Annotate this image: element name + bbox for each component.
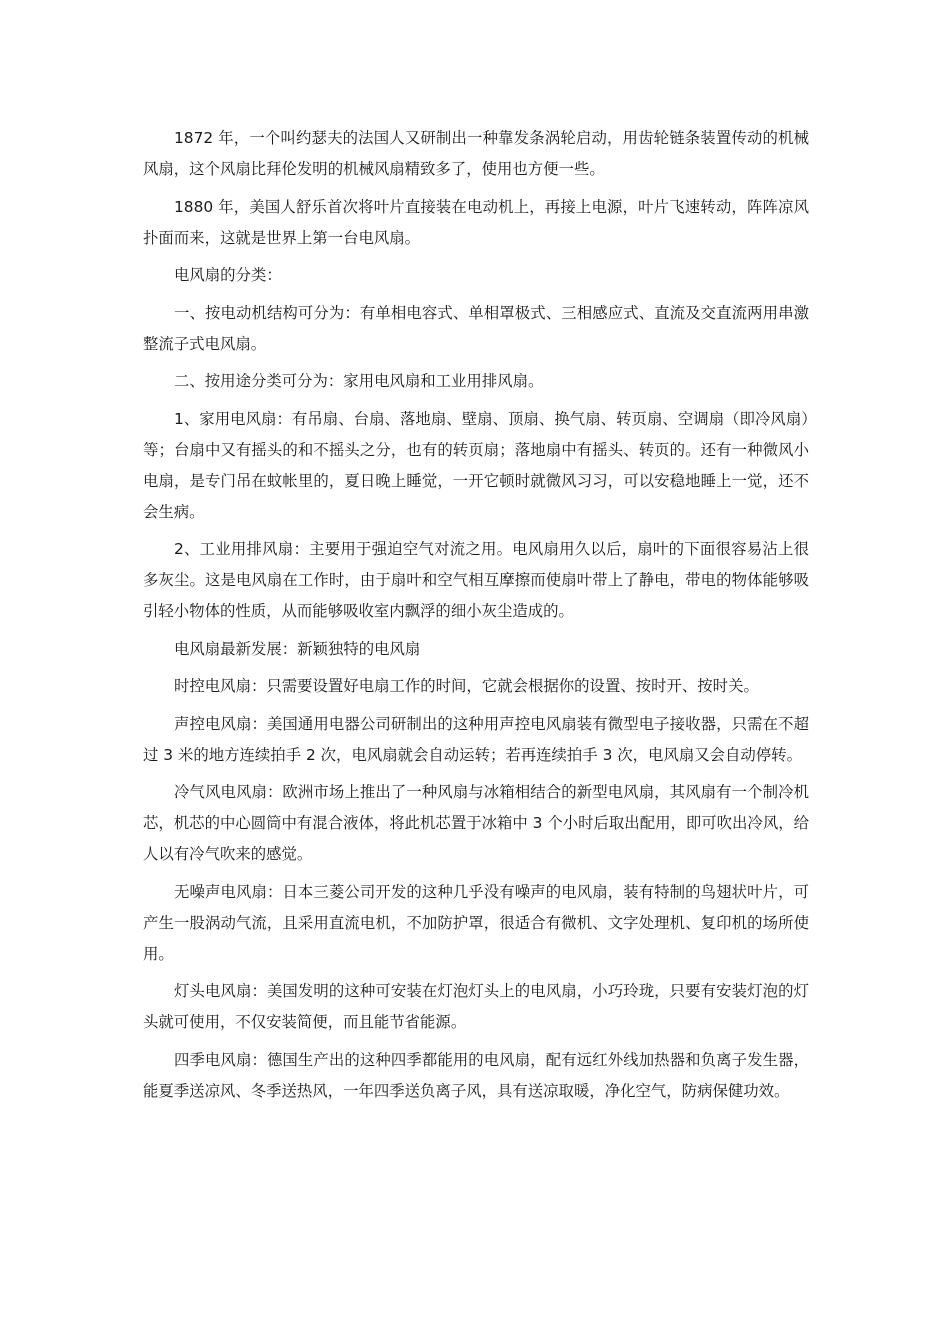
document-body <box>143 123 809 1113</box>
paragraph-household-fans: 1、家用电风扇：有吊扇、台扇、落地扇、壁扇、顶扇、换气扇、转页扇、空调扇（即冷风扇）等；台扇中又有摇头的和不摇头之分，也有的转页扇；落地扇中有摇头、转页的。还有一种微风小电扇，是专门吊在蚊帐里的，夏日晚上睡觉，一开它顿时就微风习习，可以安稳地睡上一觉，还不会生病。 <box>143 409 809 521</box>
paragraph-lamp-fan: 灯头电风扇：美国发明的这种可安装在灯泡灯头上的电风扇，小巧玲珑，只要有安装灯泡的灯头就可使用，不仅安装简便，而且能节省能源。 <box>143 982 809 1031</box>
paragraph-voice-fan: 声控电风扇：美国通用电器公司研制出的这种用声控电风扇装有微型电子接收器，只需在不超过 3 米的地方连续拍手 2 次，电风扇就会自动运转；若再连续拍手 3 次，电风扇又会自动停转。 <box>143 714 809 764</box>
paragraph-usage-classification: 二、按用途分类可分为：家用电风扇和工业用排风扇。 <box>174 372 544 390</box>
paragraph-noiseless-fan: 无噪声电风扇：日本三菱公司开发的这种几乎没有噪声的电风扇，装有特制的鸟翅状叶片，可产生一股涡动气流，且采用直流电机，不加防护罩，很适合有微机、文字处理机、复印机的场所使用。 <box>143 882 809 963</box>
paragraph-industrial-fans: 2、工业用排风扇：主要用于强迫空气对流之用。电风扇用久以后，扇叶的下面很容易沾上很多灰尘。这是电风扇在工作时，由于扇叶和空气相互摩擦而使扇叶带上了静电，带电的物体能够吸引轻小物体的性质，从而能够吸收室内飘浮的细小灰尘造成的。 <box>143 540 809 620</box>
paragraph-history-1880: 1880 年，美国人舒乐首次将叶片直接装在电动机上，再接上电源，叶片飞速转动，阵阵凉风扑面而来，这就是世界上第一台电风扇。 <box>143 197 809 247</box>
paragraph-motor-structure: 一、按电动机结构可分为：有单相电容式、单相罩极式、三相感应式、直流及交直流两用串激整流子式电风扇。 <box>143 303 809 353</box>
heading-classification: 电风扇的分类： <box>174 266 282 284</box>
heading-latest-development: 电风扇最新发展：新颖独特的电风扇 <box>174 639 421 658</box>
paragraph-cold-air-fan: 冷气风电风扇：欧洲市场上推出了一种风扇与冰箱相结合的新型电风扇，其风扇有一个制冷机芯，机芯的中心圆筒中有混合液体，将此机芯置于冰箱中 3 个小时后取出配用，即可吹出冷风，给人以有冷气吹来的感觉。 <box>143 783 809 863</box>
paragraph-timer-fan: 时控电风扇：只需要设置好电扇工作的时间，它就会根据你的设置、按时开、按时关。 <box>174 677 759 695</box>
paragraph-four-season-fan: 四季电风扇：德国生产出的这种四季都能用的电风扇，配有远红外线加热器和负离子发生器，能夏季送凉风、冬季送热风，一年四季送负离子风，具有送凉取暖，净化空气，防病保健功效。 <box>143 1050 809 1100</box>
paragraph-history-1872: 1872 年，一个叫约瑟夫的法国人又研制出一种靠发条涡轮启动，用齿轮链条装置传动的机械风扇，这个风扇比拜伦发明的机械风扇精致多了，使用也方便一些。 <box>143 129 809 178</box>
